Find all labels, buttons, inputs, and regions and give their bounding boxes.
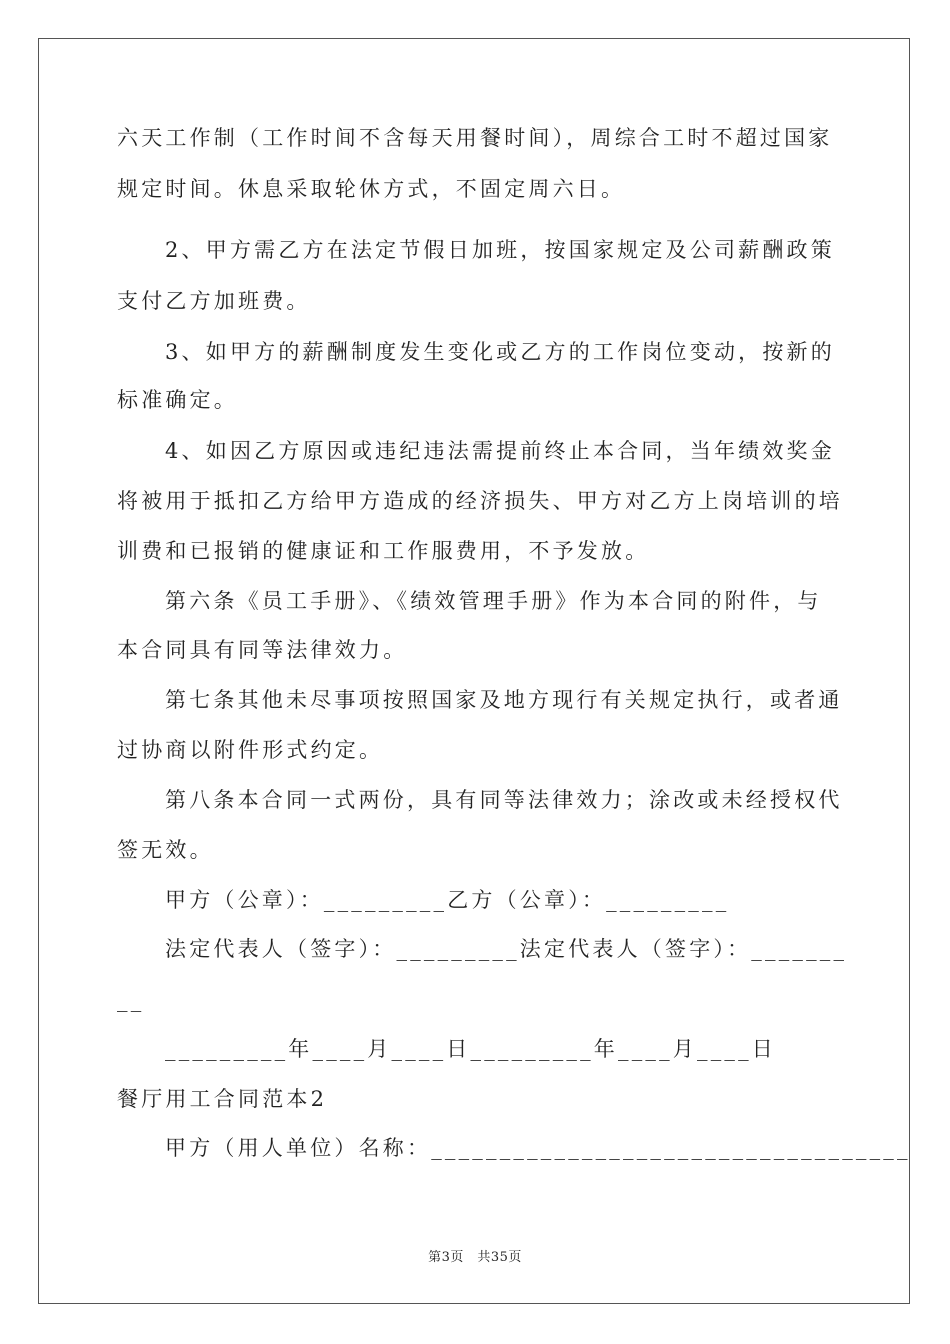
text-line-3: 2、甲方需乙方在法定节假日加班，按国家规定及公司薪酬政策	[165, 238, 835, 262]
text-line-13: 过协商以附件形式约定。	[117, 738, 384, 762]
text-line-9: 训费和已报销的健康证和工作服费用，不予发放。	[117, 539, 650, 563]
employer-name-line: 甲方（用人单位）名称：___________________________________	[165, 1136, 911, 1160]
text-line-10: 第六条《员工手册》、《绩效管理手册》作为本合同的附件，与	[165, 589, 822, 613]
text-line-7: 4、如因乙方原因或违纪违法需提前终止本合同，当年绩效奖金	[165, 439, 835, 463]
text-line-15: 签无效。	[117, 838, 214, 862]
text-line-14: 第八条本合同一式两份，具有同等法律效力；涂改或未经授权代	[165, 788, 843, 812]
signature-party-line: 甲方（公章）：_________乙方（公章）：_________	[165, 888, 730, 912]
text-line-4: 支付乙方加班费。	[117, 289, 311, 313]
page-border	[38, 38, 910, 1304]
text-line-8: 将被用于抵扣乙方给甲方造成的经济损失、甲方对乙方上岗培训的培	[117, 489, 843, 513]
text-line-1: 六天工作制（工作时间不含每天用餐时间），周综合工时不超过国家	[117, 126, 833, 150]
text-line-11: 本合同具有同等法律效力。	[117, 638, 408, 662]
text-line-6: 标准确定。	[117, 388, 238, 412]
signature-representative-line: 法定代表人（签字）：_________法定代表人（签字）：_______	[165, 937, 848, 961]
section-title: 餐厅用工合同范本2	[117, 1087, 328, 1111]
text-line-2: 规定时间。休息采取轮休方式，不固定周六日。	[117, 177, 626, 201]
page-footer: 第3页 共35页	[428, 1250, 522, 1265]
text-line-12: 第七条其他未尽事项按照国家及地方现行有关规定执行，或者通	[165, 688, 843, 712]
text-line-5: 3、如甲方的薪酬制度发生变化或乙方的工作岗位变动，按新的	[165, 340, 835, 364]
signature-line-continued: __	[117, 988, 145, 1012]
date-line: _________年____月____日_________年____月____日	[165, 1037, 776, 1061]
